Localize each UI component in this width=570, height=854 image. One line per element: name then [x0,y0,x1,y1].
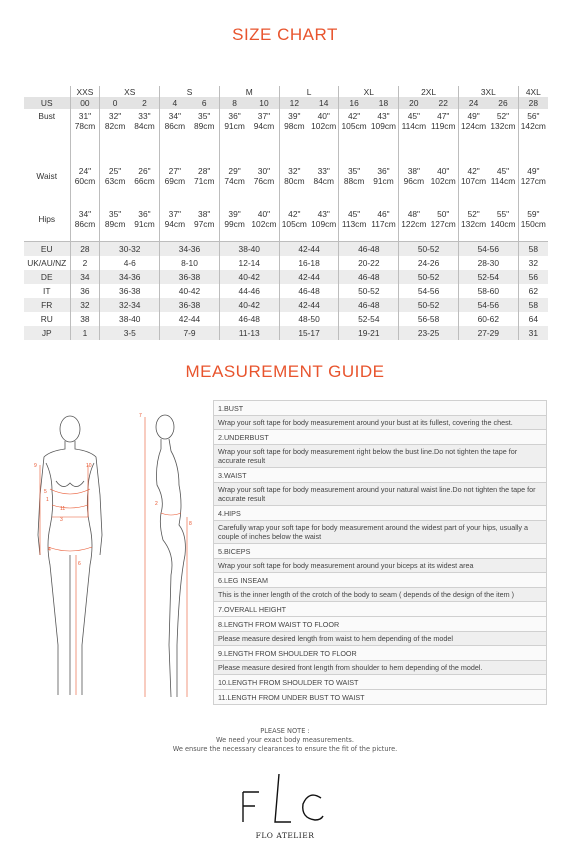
hips-cell [458,197,488,242]
conversion-cell: 56-58 [399,312,459,326]
conversion-cell: 38-40 [100,312,160,326]
hips-cm-value: 97cm [193,219,215,229]
bust-inches-value: 45" [407,111,420,121]
waist-cell [309,154,339,197]
conversion-cell: 42-44 [279,298,339,312]
hips-cell [100,197,130,242]
us-size-cell: 18 [369,97,399,109]
waist-cm-value: 102cm [430,175,456,186]
waist-cm-value: 91cm [373,175,394,186]
conversion-cell: 28 [70,242,100,257]
us-size-cell: 6 [190,97,220,109]
conversion-cell: 50-52 [399,270,459,284]
conversion-cell: 60-62 [458,312,518,326]
conversion-cell: 46-48 [339,298,399,312]
waist-inches-value: 29" [228,165,241,176]
conversion-cell: 30-32 [100,242,160,257]
us-size-cell: 8 [219,97,249,109]
waist-cell [429,154,459,197]
waist-inches-value: 36" [377,165,390,176]
conversion-cell: 36-38 [160,270,220,284]
conversion-cell: 28-30 [458,256,518,270]
conversion-cell: 62 [518,284,548,298]
conversion-cell: 16-18 [279,256,339,270]
waist-inches-value: 32" [288,165,301,176]
bust-cell [190,109,220,154]
conversion-cell: 50-52 [399,298,459,312]
row-label-conversion: EU [24,242,70,257]
figure-label-2: 2 [155,501,158,507]
hips-inches-value: 45" [347,209,361,219]
bust-cell [399,109,429,154]
waist-inches-value: 28" [198,165,211,176]
corner-cell [24,86,70,97]
us-size-cell: 0 [100,97,130,109]
bust-inches-value: 43" [377,111,390,121]
row-label-conversion: RU [40,314,53,324]
waist-cell [130,154,160,197]
bust-inches-value: 31" [78,111,92,121]
bust-cm-value: 124cm [461,121,487,131]
figure-label-8: 8 [189,521,192,527]
waist-cell [70,154,100,197]
figure-label-9: 9 [34,463,37,469]
guide-item-heading: 11.LENGTH FROM UNDER BUST TO WAIST [214,690,547,705]
waist-inches-value: 27" [168,165,181,176]
guide-item-description: Wrap your soft tape for body measurement right below the bust line.Do not tighten the tape for accurate result [214,445,547,468]
hips-cm-value: 105cm [281,219,307,229]
bust-inches-value: 42" [347,111,361,121]
us-size-cell: 10 [249,97,279,109]
hips-cm-value: 99cm [224,219,245,229]
hips-inches-value: 40" [257,209,271,219]
hips-cm-value: 109cm [311,219,337,229]
size-chart-title: SIZE CHART [232,25,338,44]
bust-cell [309,109,339,154]
waist-cm-value: 96cm [403,175,425,186]
hips-cell [279,197,309,242]
guide-item-heading: 6.LEG INSEAM [214,573,547,588]
conversion-cell: 32 [70,298,100,312]
waist-inches-value: 42" [467,165,480,176]
hips-cm-value: 140cm [490,219,516,229]
bust-cell [369,109,399,154]
hips-cell [219,197,249,242]
hips-cell [160,197,190,242]
conversion-cell: 64 [518,312,548,326]
conversion-cell: 42-44 [160,312,220,326]
conversion-cell: 42-44 [279,242,339,257]
conversion-cell: 42-44 [279,270,339,284]
us-size-cell: 12 [279,97,309,109]
us-size-cell: 4 [160,97,190,109]
figure-label-7: 7 [139,413,142,419]
hips-cm-value: 122cm [401,219,427,229]
conversion-cell: 58 [518,298,548,312]
conversion-cell: 54-56 [399,284,459,298]
guide-item-heading: 1.BUST [214,401,547,416]
hips-inches-value: 36" [138,209,151,219]
conversion-cell: 46-48 [339,270,399,284]
hips-inches-value: 52" [467,209,480,219]
bust-inches-value: 36" [228,111,241,121]
row-label-bust: Bust [38,111,56,121]
waist-inches-value: 26" [138,165,151,176]
conversion-cell: 3-5 [100,326,160,340]
bust-cell [518,109,548,154]
hips-cell [429,197,459,242]
bust-cm-value: 142cm [520,121,546,131]
hips-cell [518,197,548,242]
hips-inches-value: 34" [78,209,92,219]
conversion-cell: 7-9 [160,326,220,340]
bust-inches-value: 47" [437,111,450,121]
guide-item-heading: 10.LENGTH FROM SHOULDER TO WAIST [214,675,547,690]
size-group-header: 2XL [399,86,459,97]
bust-cm-value: 109cm [370,121,397,131]
hips-cm-value: 102cm [251,219,277,229]
bust-cm-value: 82cm [104,121,126,131]
conversion-cell: 58-60 [458,284,518,298]
bust-cell [70,109,100,154]
hips-inches-value: 48" [407,209,420,219]
size-group-header: 3XL [458,86,518,97]
guide-item-heading: 3.WAIST [214,468,547,483]
bust-cm-value: 102cm [311,121,337,131]
bust-inches-value: 56" [527,111,540,121]
bust-inches-value: 33" [138,111,151,121]
conversion-cell: 8-10 [160,256,220,270]
waist-cm-value: 76cm [253,175,275,186]
hips-cm-value: 150cm [520,219,546,229]
waist-inches-value: 38" [407,165,420,176]
conversion-cell: 46-48 [339,242,399,257]
guide-item-description: Wrap your soft tape for body measurement around your natural waist line.Do not tighten the tape for accurate result [214,483,547,506]
waist-inches-value: 45" [496,165,510,176]
conversion-cell: 2 [70,256,100,270]
conversion-cell: 4-6 [100,256,160,270]
bust-cm-value: 119cm [430,121,456,131]
conversion-cell: 36-38 [160,298,220,312]
waist-cm-value: 71cm [193,175,215,186]
hips-cm-value: 91cm [134,219,155,229]
us-size-cell: 16 [339,97,369,109]
waist-inches-value: 30" [257,165,271,176]
size-group-header: XL [339,86,399,97]
conversion-cell: 11-13 [219,326,279,340]
waist-cell [160,154,190,197]
row-label-conversion: IT [43,286,51,296]
bust-cell [429,109,459,154]
conversion-cell: 50-52 [339,284,399,298]
note-line-1: We need your exact body measurements. [216,736,354,744]
waist-cell [369,154,399,197]
bust-inches-value: 32" [108,111,122,121]
waist-cm-value: 74cm [224,175,245,186]
hips-inches-value: 59" [527,209,540,219]
us-size-cell: 20 [399,97,429,109]
guide-item-heading: 7.OVERALL HEIGHT [214,602,547,617]
bust-cell [249,109,279,154]
conversion-cell: 23-25 [399,326,459,340]
row-label-waist: Waist [36,170,58,181]
bust-cm-value: 86cm [164,121,186,131]
waist-cell [279,154,309,197]
row-label-hips: Hips [38,214,56,224]
waist-cell [219,154,249,197]
figure-label-4: 4 [48,547,51,553]
waist-cm-value: 80cm [284,175,305,186]
row-label-conversion: UK/AU/NZ [27,258,67,268]
row-label-us: US [24,97,70,109]
conversion-cell: 44-46 [219,284,279,298]
bust-cell [458,109,488,154]
figure-label-3: 3 [60,517,63,523]
bust-cm-value: 78cm [74,121,96,131]
waist-inches-value: 40" [437,165,450,176]
hips-cm-value: 94cm [164,219,186,229]
guide-item-heading: 5.BICEPS [214,544,547,559]
bust-inches-value: 49" [467,111,480,121]
bust-cell [130,109,160,154]
measurement-guide-title: MEASUREMENT GUIDE [185,362,385,381]
waist-inches-value: 25" [108,165,122,176]
guide-item-description: This is the inner length of the crotch of the body to seam ( depends of the design of the item ) [214,588,547,602]
conversion-cell: 40-42 [160,284,220,298]
bust-cell [219,109,249,154]
conversion-cell: 31 [518,326,548,340]
hips-cell [488,197,518,242]
conversion-cell: 15-17 [279,326,339,340]
conversion-cell: 24-26 [399,256,459,270]
row-label-conversion: JP [24,326,70,340]
conversion-cell: 32-34 [100,298,160,312]
hips-cm-value: 117cm [371,219,396,229]
guide-item-heading: 8.LENGTH FROM WAIST TO FLOOR [214,617,547,632]
waist-cm-value: 114cm [490,175,516,186]
hips-cell [130,197,160,242]
conversion-cell: 34-36 [100,270,160,284]
conversion-cell: 50-52 [399,242,459,257]
hips-cm-value: 132cm [461,219,487,229]
conversion-cell: 48-50 [279,312,339,326]
bust-cell [160,109,190,154]
conversion-cell: 32 [518,256,548,270]
conversion-cell: 27-29 [458,326,518,340]
figure-label-10: 10 [86,463,92,469]
conversion-cell: 54-56 [458,242,518,257]
bust-cm-value: 114cm [401,121,427,131]
bust-cm-value: 98cm [284,121,305,131]
us-size-cell: 00 [70,97,100,109]
waist-inches-value: 49" [527,165,540,176]
bust-cm-value: 94cm [253,121,275,131]
hips-inches-value: 46" [377,209,390,219]
bust-cell [279,109,309,154]
guide-item-heading: 9.LENGTH FROM SHOULDER TO FLOOR [214,646,547,661]
size-group-header: 4XL [518,86,548,97]
waist-cell [488,154,518,197]
hips-cell [190,197,220,242]
hips-cm-value: 86cm [74,219,96,229]
size-group-header: XXS [70,86,100,97]
figure-label-11: 11 [60,506,66,512]
conversion-cell: 36-38 [100,284,160,298]
bust-cm-value: 91cm [224,121,245,131]
conversion-cell: 58 [518,242,548,257]
conversion-cell: 40-42 [219,298,279,312]
side-body-figure [135,405,200,705]
us-size-cell: 24 [458,97,488,109]
waist-cell [100,154,130,197]
waist-cm-value: 60cm [74,175,96,186]
bust-inches-value: 52" [496,111,510,121]
bust-inches-value: 40" [317,111,330,121]
conversion-cell: 38-40 [219,242,279,257]
conversion-cell: 54-56 [458,298,518,312]
note-title: PLEASE NOTE : [260,727,310,735]
guide-item-description: Please measure desired length from waist to hem depending of the model [214,632,547,646]
us-size-cell: 26 [488,97,518,109]
figure-label-1: 1 [46,497,49,503]
bust-cm-value: 132cm [490,121,516,131]
figure-label-5: 5 [44,489,47,495]
guide-item-heading: 4.HIPS [214,506,547,521]
us-size-cell: 22 [429,97,459,109]
guide-item-description: Wrap your soft tape for body measurement around your biceps at its widest area [214,559,547,573]
waist-inches-value: 35" [347,165,361,176]
note-line-2: We ensure the necessary clearances to ensure the fit of the picture. [172,745,398,753]
waist-cell [518,154,548,197]
bust-inches-value: 35" [198,111,211,121]
hips-cm-value: 127cm [430,219,456,229]
measurement-guide-table [213,400,547,705]
conversion-cell: 38 [70,312,100,326]
waist-cell [399,154,429,197]
waist-cell [249,154,279,197]
hips-inches-value: 50" [437,209,450,219]
bust-cell [488,109,518,154]
front-body-figure [30,405,110,705]
bust-inches-value: 34" [168,111,181,121]
brand-monogram-logo [235,770,335,828]
brand-name: FLO ATELIER [255,831,315,840]
conversion-cell: 56 [518,270,548,284]
waist-cell [458,154,488,197]
row-label-conversion: DE [24,270,70,284]
conversion-cell: 52-54 [339,312,399,326]
hips-cell [309,197,339,242]
hips-inches-value: 38" [198,209,211,219]
bust-cell [100,109,130,154]
conversion-cell: 12-14 [219,256,279,270]
conversion-cell: 20-22 [339,256,399,270]
waist-cm-value: 107cm [461,175,487,186]
guide-item-description: Please measure desired front length from shoulder to hem depending of the model. [214,661,547,675]
waist-cm-value: 88cm [343,175,365,186]
waist-inches-value: 24" [78,165,92,176]
bust-cm-value: 89cm [193,121,215,131]
conversion-cell: 46-48 [219,312,279,326]
waist-cm-value: 84cm [313,175,334,186]
size-group-header: XS [100,86,160,97]
conversion-cell: 36 [70,284,100,298]
size-group-header: S [160,86,220,97]
conversion-cell: 34-36 [160,242,220,257]
hips-cell [369,197,399,242]
size-group-header: M [219,86,279,97]
figure-label-6: 6 [78,561,81,567]
hips-cell [249,197,279,242]
waist-cm-value: 127cm [520,175,546,186]
hips-inches-value: 37" [168,209,181,219]
guide-item-heading: 2.UNDERBUST [214,430,547,445]
bust-cm-value: 105cm [341,121,367,131]
bust-cell [339,109,369,154]
conversion-cell: 46-48 [279,284,339,298]
conversion-cell: 1 [70,326,100,340]
conversion-cell: 34 [70,270,100,284]
conversion-cell: 40-42 [219,270,279,284]
row-label-conversion: FR [24,298,70,312]
waist-cell [339,154,369,197]
hips-cell [70,197,100,242]
us-size-cell: 2 [130,97,160,109]
hips-cm-value: 89cm [104,219,126,229]
waist-cell [190,154,220,197]
hips-inches-value: 39" [228,209,241,219]
size-group-header: L [279,86,339,97]
waist-cm-value: 63cm [104,175,126,186]
bust-inches-value: 37" [257,111,271,121]
us-size-cell: 28 [518,97,548,109]
hips-inches-value: 43" [317,209,330,219]
hips-cm-value: 113cm [341,219,367,229]
waist-inches-value: 33" [317,165,330,176]
hips-inches-value: 35" [108,209,122,219]
conversion-cell: 52-54 [458,270,518,284]
guide-item-description: Carefully wrap your soft tape for body measurement around the widest part of your hips, usually a couple of inches below the waist [214,521,547,544]
hips-cell [399,197,429,242]
hips-inches-value: 42" [288,209,301,219]
size-chart-table [24,86,548,340]
conversion-cell: 19-21 [339,326,399,340]
bust-cm-value: 84cm [134,121,155,131]
bust-inches-value: 39" [288,111,301,121]
guide-item-description: Wrap your soft tape for body measurement around your bust at its fullest, covering the chest. [214,416,547,430]
waist-cm-value: 69cm [164,175,186,186]
hips-cell [339,197,369,242]
waist-cm-value: 66cm [134,175,155,186]
hips-inches-value: 55" [496,209,510,219]
us-size-cell: 14 [309,97,339,109]
